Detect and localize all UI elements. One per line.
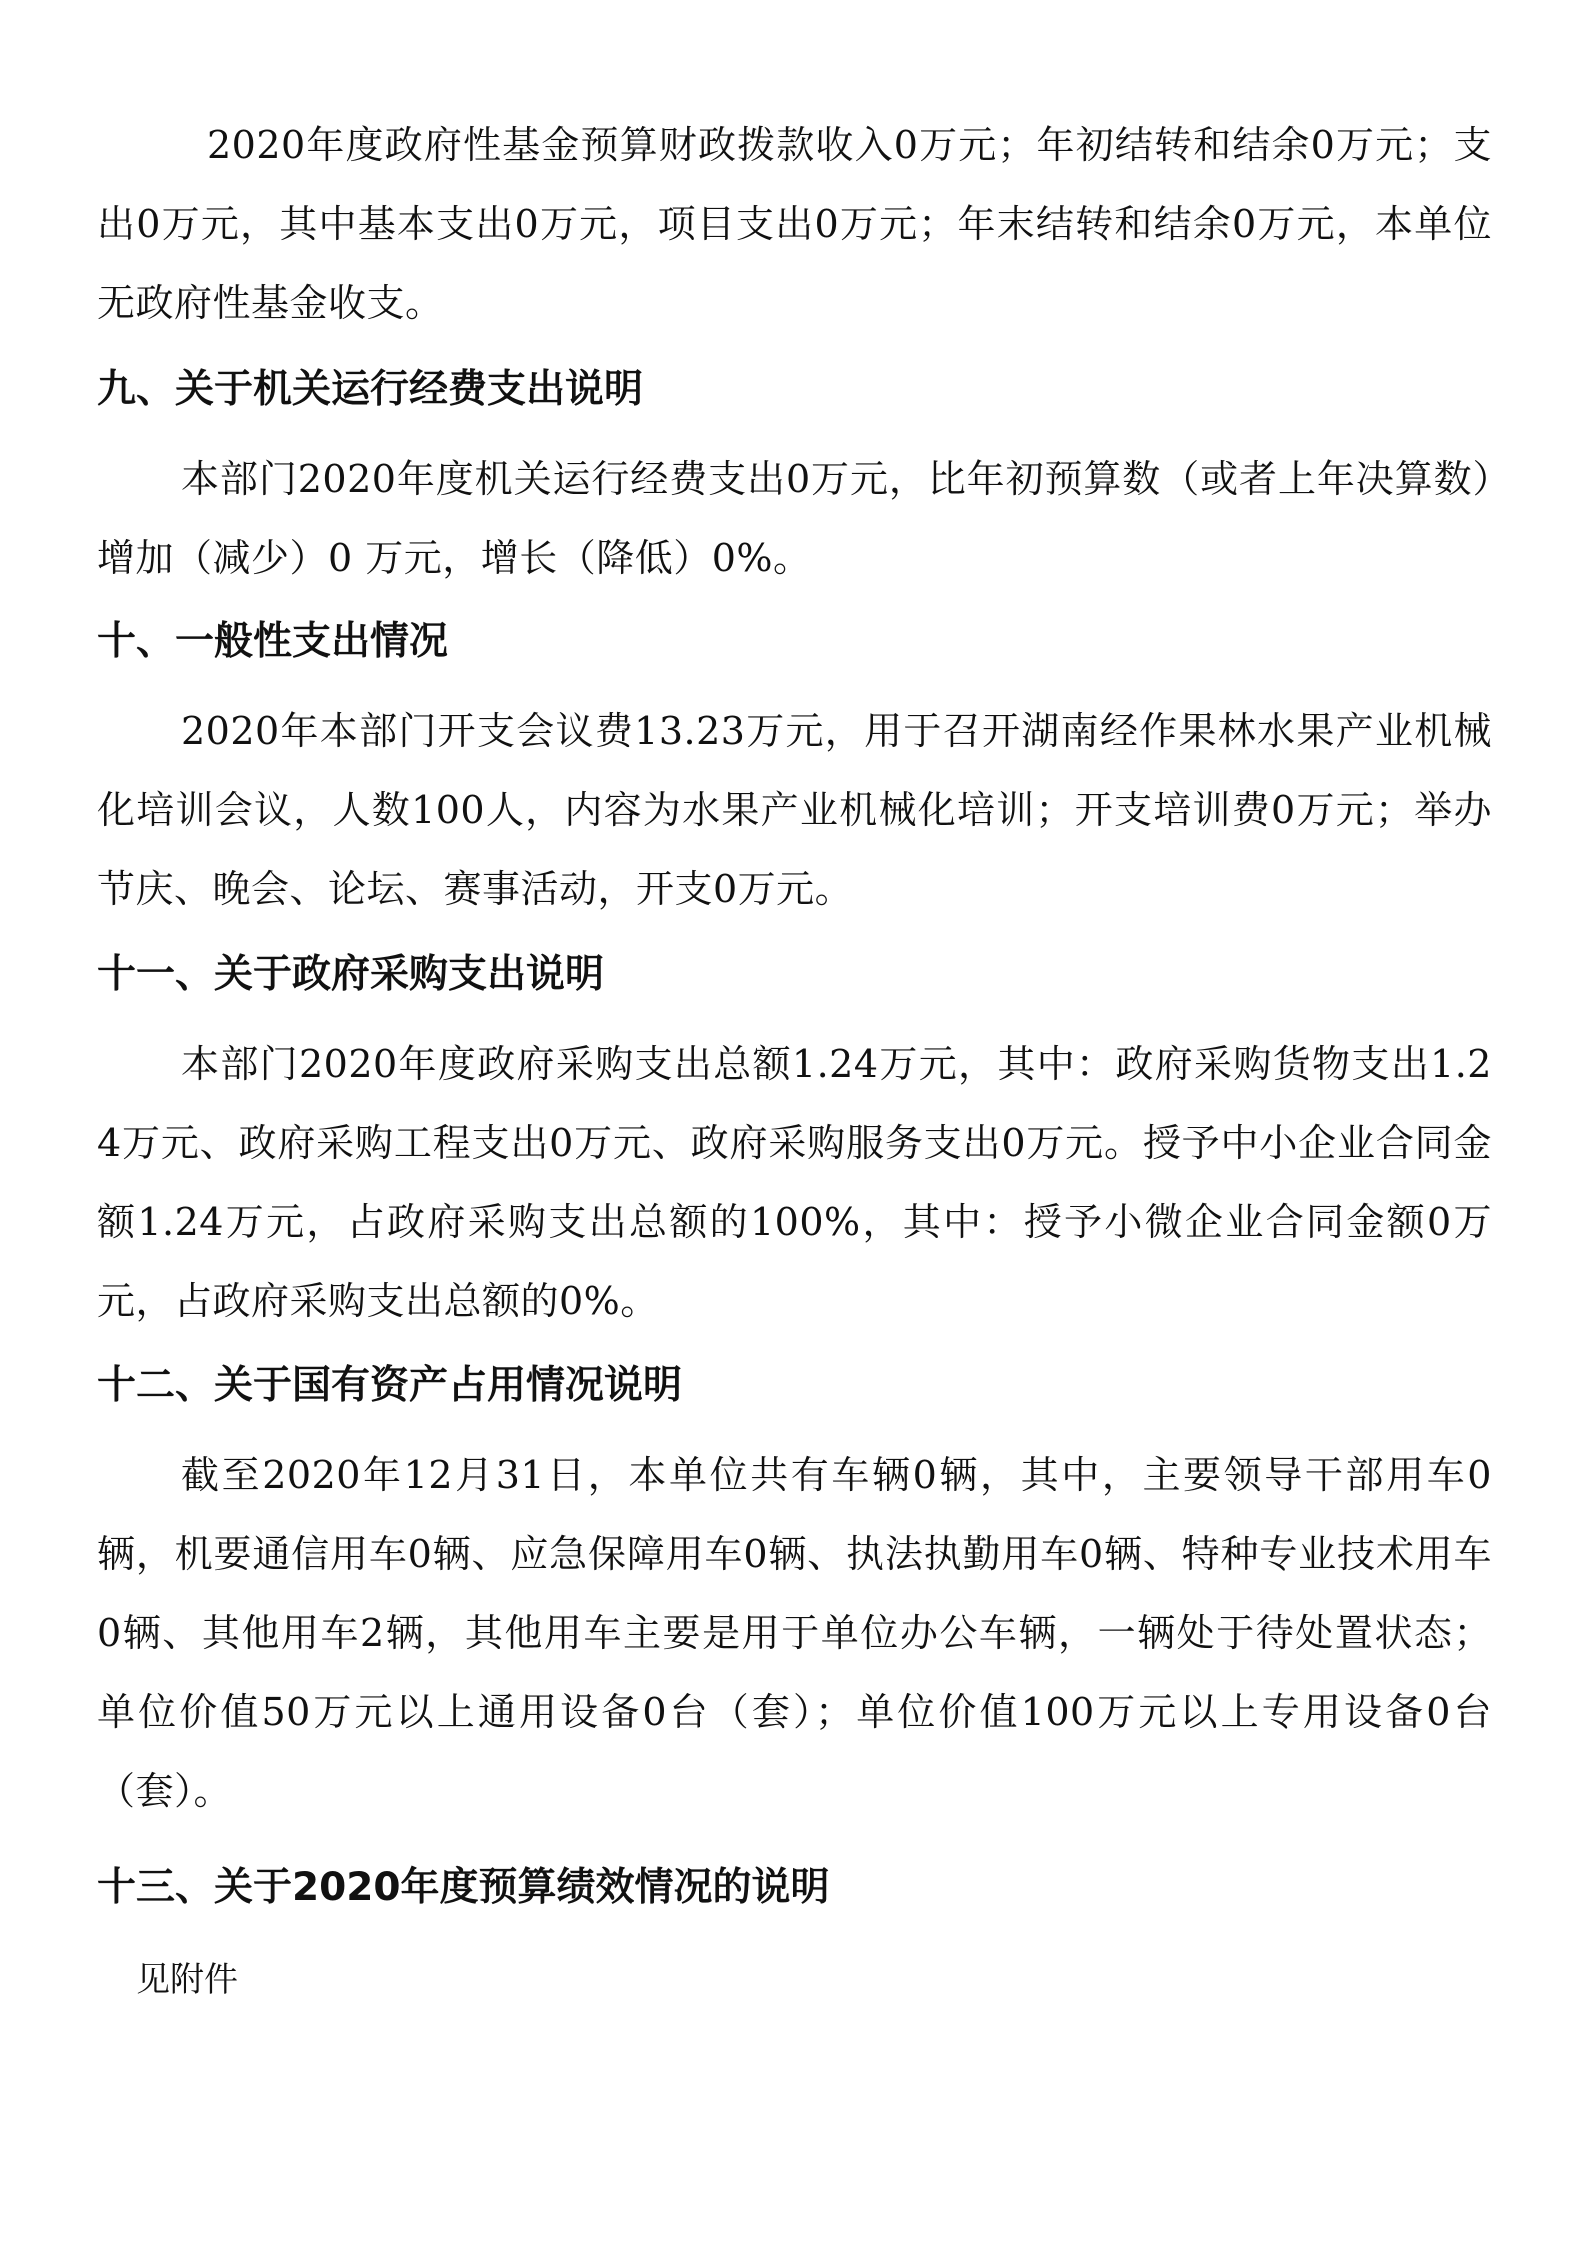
paragraph-section-10: 2020年本部门开支会议费13.23万元，用于召开湖南经作果林水果产业机械化培训会议，人数100人，内容为水果产业机械化培训；开支培训费0万元；举办节庆、晚会、论坛、赛事活动，开支0万元。 — [97, 709, 1492, 911]
heading-section-9: 九、关于机关运行经费支出说明 — [97, 367, 644, 412]
attachment-note: 见附件 — [136, 1960, 238, 2000]
paragraph-section-9: 本部门2020年度机关运行经费支出0万元，比年初预算数（或者上年决算数）增加（减少）0 万元，增长（降低）0%。 — [97, 457, 1492, 580]
heading-section-11: 十一、关于政府采购支出说明 — [97, 952, 605, 997]
heading-section-12: 十二、关于国有资产占用情况说明 — [97, 1363, 683, 1408]
paragraph-gov-fund-budget: 2020年度政府性基金预算财政拨款收入0万元；年初结转和结余0万元；支出0万元，其中基本支出0万元，项目支出0万元；年末结转和结余0万元，本单位无政府性基金收支。 — [97, 123, 1492, 325]
heading-section-10: 十、一般性支出情况 — [97, 619, 449, 664]
heading-section-13: 十三、关于2020年度预算绩效情况的说明 — [97, 1865, 830, 1910]
paragraph-section-12: 截至2020年12月31日，本单位共有车辆0辆，其中，主要领导干部用车0辆，机要通信用车0辆、应急保障用车0辆、执法执勤用车0辆、特种专业技术用车0辆、其他用车2辆，其他用车主要是用于单位办公车辆，一辆处于待处置状态；单位价值50万元以上通用设备0台（套）；单位价值100万元以上专用设备0台（套）。 — [97, 1453, 1492, 1813]
paragraph-section-11: 本部门2020年度政府采购支出总额1.24万元，其中：政府采购货物支出1.24万元、政府采购工程支出0万元、政府采购服务支出0万元。授予中小企业合同金额1.24万元，占政府采购支出总额的100%，其中：授予小微企业合同金额0万元，占政府采购支出总额的0%。 — [97, 1042, 1492, 1323]
